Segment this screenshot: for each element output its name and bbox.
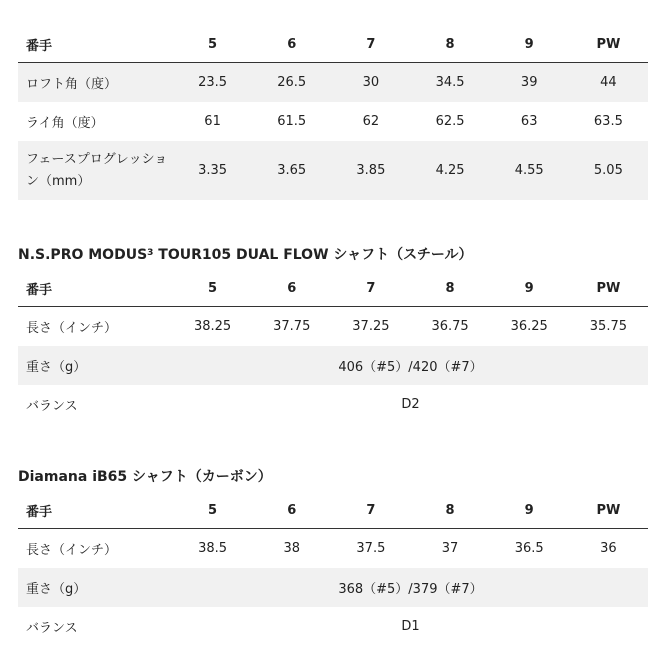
table-row-balance [18, 385, 648, 424]
row-label: バランス [26, 621, 78, 636]
table-cell: 36 [600, 541, 617, 556]
row-label: 長さ（インチ） [26, 543, 118, 558]
table-row-loft [18, 63, 648, 103]
table-cell: 36.25 [510, 319, 548, 334]
header-cell: 7 [366, 36, 376, 52]
table-cell: 26.5 [252, 63, 331, 103]
header-cell: 5 [208, 280, 218, 296]
table-cell: 30 [331, 63, 410, 103]
table-row-weight [18, 568, 648, 607]
table-cell: 3.35 [173, 141, 252, 200]
header-cell: PW [596, 36, 621, 52]
shaft2-header-row [18, 492, 648, 529]
table-cell: 4.25 [410, 141, 489, 200]
header-cell: 8 [445, 502, 455, 518]
header-cell-number: 番手 [26, 282, 53, 298]
table-cell: 62 [362, 114, 380, 129]
table-cell: 38 [283, 541, 300, 556]
table-cell: 34.5 [410, 63, 489, 103]
header-cell: 6 [287, 280, 297, 296]
header-cell: 8 [445, 36, 455, 52]
header-cell: PW [596, 280, 621, 296]
spec-page [18, 26, 648, 646]
table-cell: 36.75 [431, 319, 469, 334]
table-row-length [18, 307, 648, 347]
header-cell: 9 [524, 280, 534, 296]
spec-table [18, 26, 648, 200]
row-label: ライ角（度） [26, 116, 104, 131]
row-label: ロフト角（度） [18, 63, 173, 103]
table-cell: 37.25 [352, 319, 390, 334]
table-row-face-progression [18, 141, 648, 200]
shaft1-title-sup: 3 [147, 248, 154, 258]
table-cell: 38.25 [193, 319, 232, 334]
balance-value: D1 [401, 619, 420, 634]
table-cell: 37.5 [356, 541, 386, 556]
row-label: 重さ（g） [18, 346, 173, 385]
header-cell: 9 [524, 502, 534, 518]
weight-value: 368（#5）/379（#7） [173, 568, 648, 607]
table-cell: 37 [441, 541, 459, 556]
shaft1-title-post: TOUR105 DUAL FLOW シャフト（スチール） [153, 247, 473, 263]
header-cell: 5 [208, 502, 218, 518]
table-cell: 62.5 [435, 114, 465, 129]
table-cell: 63 [520, 114, 538, 129]
balance-value: D2 [401, 397, 420, 412]
shaft1-title [18, 240, 648, 270]
table-cell: 4.55 [490, 141, 569, 200]
table-cell: 61 [204, 114, 221, 129]
table-cell: 3.85 [331, 141, 410, 200]
header-cell: 7 [366, 502, 376, 518]
row-label: フェースプログレッション（mm） [18, 141, 173, 200]
table-row-weight [18, 346, 648, 385]
table-cell: 37.75 [273, 319, 311, 334]
table-cell: 5.05 [569, 141, 648, 200]
row-label: 長さ（インチ） [26, 321, 118, 336]
header-cell: PW [596, 502, 621, 518]
header-cell-number: 番手 [26, 38, 53, 54]
table-cell: 44 [569, 63, 648, 103]
header-cell: 5 [208, 36, 218, 52]
spec-header-row [18, 26, 648, 63]
table-cell: 35.75 [589, 319, 627, 334]
header-cell: 7 [366, 280, 376, 296]
table-cell: 36.5 [514, 541, 544, 556]
shaft2-table [18, 492, 648, 646]
header-cell: 6 [287, 502, 297, 518]
table-row-lie [18, 102, 648, 141]
header-cell: 9 [524, 36, 534, 52]
shaft1-table [18, 270, 648, 424]
table-cell: 3.65 [252, 141, 331, 200]
table-cell: 23.5 [173, 63, 252, 103]
table-cell: 39 [490, 63, 569, 103]
table-row-balance [18, 607, 648, 646]
shaft2-title: Diamana iB65 シャフト（カーボン） [18, 469, 272, 485]
header-cell-number: 番手 [26, 504, 53, 520]
row-label: バランス [26, 399, 78, 414]
row-label: 重さ（g） [18, 568, 173, 607]
header-cell: 6 [287, 36, 297, 52]
table-cell: 38.5 [198, 541, 228, 556]
table-cell: 63.5 [593, 114, 623, 129]
shaft1-title-pre: N.S.PRO MODUS [18, 247, 148, 263]
weight-value: 406（#5）/420（#7） [173, 346, 648, 385]
shaft1-header-row [18, 270, 648, 307]
table-row-length [18, 529, 648, 569]
table-cell: 61.5 [277, 114, 307, 129]
header-cell: 8 [445, 280, 455, 296]
